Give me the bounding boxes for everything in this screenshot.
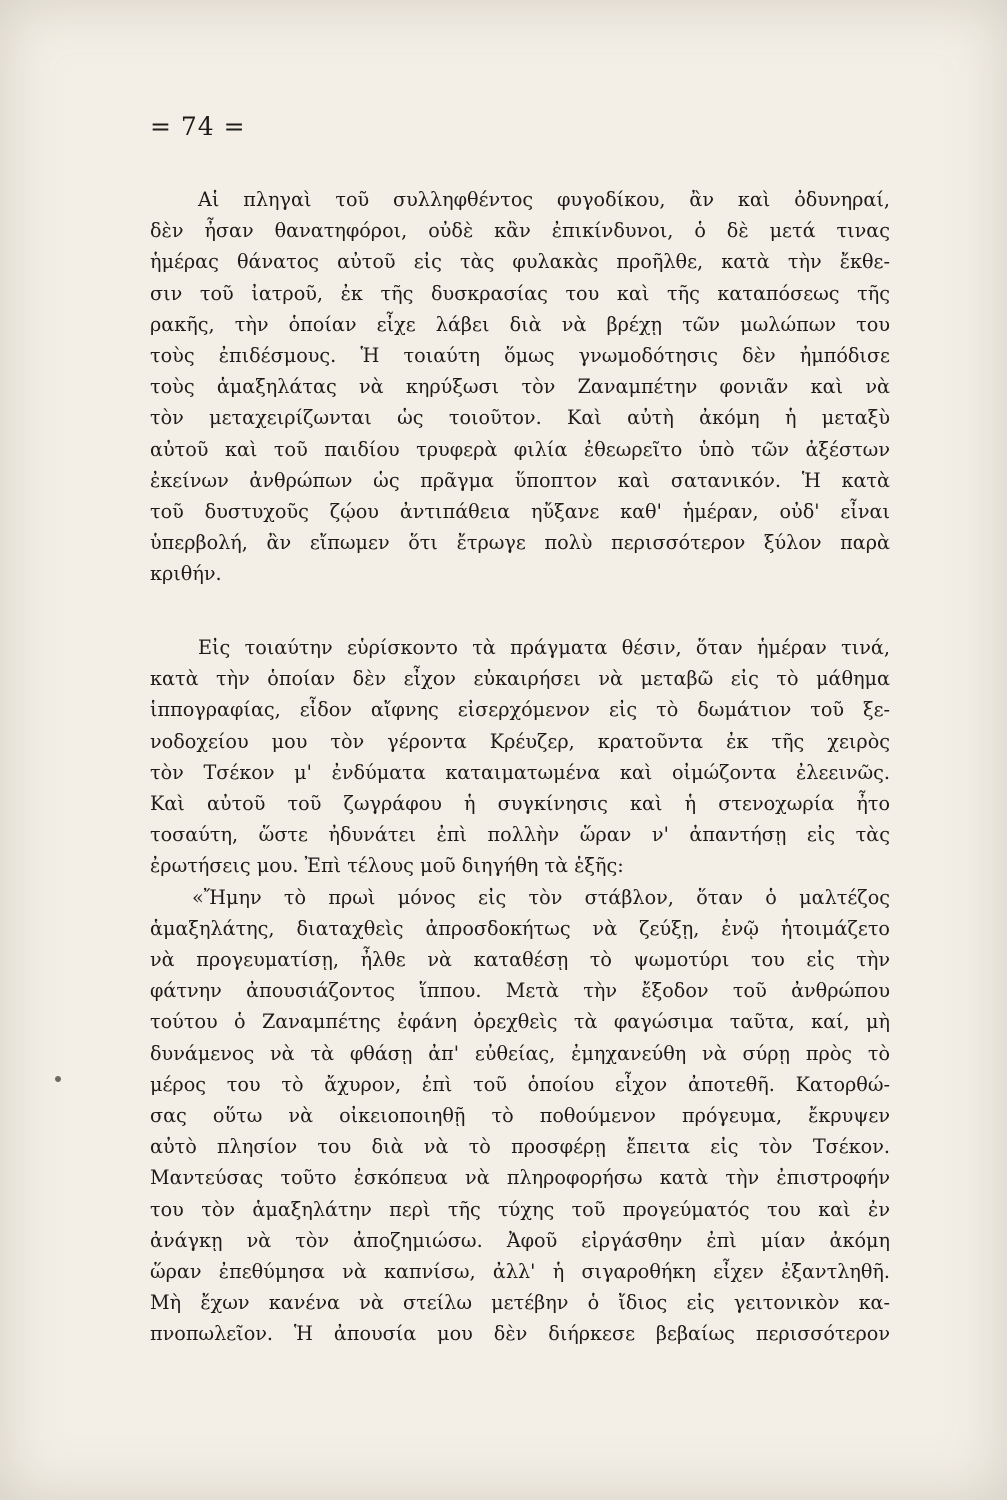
text-line: τοσαύτη, ὥστε ἠδυνάτει ἐπὶ πολλὴν ὥραν ν' ἀπαντήσῃ εἰς τὰς	[150, 823, 890, 847]
text-line: Εἰς τοιαύτην εὑρίσκοντο τὰ πράγματα θέσιν, ὅταν ἡμέραν τινά,	[198, 636, 890, 659]
text-line: σιν τοῦ ἰατροῦ, ἐκ τῆς δυσκρασίας του καὶ τῆς καταπόσεως τῆς	[150, 281, 890, 305]
text-line: τὸν Τσέκον μ' ἐνδύματα καταιματωμένα καὶ οἰμώζοντα ἐλεεινῶς.	[150, 760, 890, 784]
text-line: ὥραν ἐπεθύμησα νὰ καπνίσω, ἀλλ' ἡ σιγαροθήκη εἶχεν ἐξαντληθῆ.	[150, 1260, 890, 1284]
text-line: ἐρωτήσεις μου. Ἐπὶ τέλους μοῦ διηγήθη τὰ ἑξῆς:	[150, 854, 624, 878]
text-line: Μαντεύσας τοῦτο ἐσκόπευα νὰ πληροφορήσω κατὰ τὴν ἐπιστροφήν	[150, 1166, 890, 1190]
text-line: Αἱ πληγαὶ τοῦ συλληφθέντος φυγοδίκου, ἂν καὶ ὀδυνηραί,	[198, 188, 890, 211]
text-line: τοὺς ἁμαξηλάτας νὰ κηρύξωσι τὸν Ζαναμπέτην φονιᾶν καὶ νὰ	[150, 375, 890, 399]
text-line: φάτνην ἀπουσιάζοντος ἵππου. Μετὰ τὴν ἔξοδον τοῦ ἀνθρώπου	[150, 979, 890, 1003]
text-line: τὸν μεταχειρίζωνται ὡς τοιοῦτον. Καὶ αὐτὴ ἀκόμη ἡ μεταξὺ	[150, 406, 890, 430]
text-line: νοδοχείου μου τὸν γέροντα Κρέυζερ, κρατοῦντα ἐκ τῆς χειρὸς	[150, 729, 890, 753]
text-line: ἀνάγκῃ νὰ τὸν ἀποζημιώσω. Ἀφοῦ εἰργάσθην ἐπὶ μίαν ἀκόμη	[150, 1228, 890, 1252]
text-line: αὐτοῦ καὶ τοῦ παιδίου τρυφερὰ φιλία ἐθεωρεῖτο ὑπὸ τῶν ἀξέστων	[150, 437, 890, 461]
text-line: τοῦ δυστυχοῦς ζῴου ἀντιπάθεια ηὔξανε καθ' ἡμέραν, οὐδ' εἶναι	[150, 500, 890, 524]
text-line: μέρος του τὸ ἄχυρον, ἐπὶ τοῦ ὁποίου εἶχον ἀποτεθῆ. Κατορθώ-	[150, 1072, 890, 1096]
text-line: αὐτὸ πλησίον του διὰ νὰ τὸ προσφέρῃ ἔπειτα εἰς τὸν Τσέκον.	[150, 1135, 890, 1159]
text-line: νὰ προγευματίσῃ, ἦλθε νὰ καταθέσῃ τὸ ψωμοτύρι του εἰς τὴν	[150, 948, 890, 972]
paragraph-2	[150, 632, 890, 1350]
text-line: ἐκείνων ἀνθρώπων ὡς πρᾶγμα ὕποπτον καὶ σατανικόν. Ἡ κατὰ	[150, 468, 890, 492]
text-line: κατὰ τὴν ὁποίαν δὲν εἶχον εὐκαιρήσει νὰ μεταβῶ εἰς τὸ μάθημα	[150, 667, 890, 691]
page-number: = 74 =	[150, 112, 246, 141]
text-line: ρακῆς, τὴν ὁποίαν εἶχε λάβει διὰ νὰ βρέχῃ τῶν μωλώπων του	[150, 312, 890, 336]
text-line: του τὸν ἁμαξηλάτην περὶ τῆς τύχης τοῦ προγεύματός του καὶ ἐν	[150, 1197, 890, 1221]
text-line: δὲν ἦσαν θανατηφόροι, οὐδὲ κἂν ἐπικίνδυνοι, ὁ δὲ μετά τινας	[150, 219, 890, 243]
ink-speck	[55, 1076, 61, 1082]
text-line: δυνάμενος νὰ τὰ φθάσῃ ἀπ' εὐθείας, ἐμηχανεύθη νὰ σύρῃ πρὸς τὸ	[150, 1041, 890, 1065]
text-line: πνοπωλεῖον. Ἡ ἀπουσία μου δὲν διήρκεσε βεβαίως περισσότερον	[150, 1322, 890, 1346]
text-line: τοὺς ἐπιδέσμους. Ἡ τοιαύτη ὅμως γνωμοδότησις δὲν ἠμπόδισε	[150, 344, 890, 368]
text-line: ὑπερβολή, ἂν εἴπωμεν ὅτι ἔτρωγε πολὺ περισσότερον ξύλον παρὰ	[150, 531, 890, 555]
text-line: Καὶ αὐτοῦ τοῦ ζωγράφου ἡ συγκίνησις καὶ ἡ στενοχωρία ἦτο	[150, 792, 890, 816]
text-line: κριθήν.	[150, 562, 222, 586]
text-line: σας οὕτω νὰ οἰκειοποιηθῇ τὸ ποθούμενον πρόγευμα, ἔκρυψεν	[150, 1104, 890, 1128]
text-line: ἡμέρας θάνατος αὐτοῦ εἰς τὰς φυλακὰς προῆλθε, κατὰ τὴν ἔκθε-	[150, 250, 890, 274]
text-line: ἁμαξηλάτης, διαταχθεὶς ἀπροσδοκήτως νὰ ζεύξῃ, ἐνῷ ἡτοιμάζετο	[150, 916, 890, 940]
text-line: ἱππογραφίας, εἶδον αἴφνης εἰσερχόμενον εἰς τὸ δωμάτιον τοῦ ξε-	[150, 698, 890, 722]
text-line: Μὴ ἔχων κανένα νὰ στείλω μετέβην ὁ ἴδιος εἰς γειτονικὸν κα-	[150, 1291, 890, 1315]
text-line: τούτου ὁ Ζαναμπέτης ἐφάνη ὀρεχθεὶς τὰ φαγώσιμα ταῦτα, καί, μὴ	[150, 1010, 890, 1034]
text-line: «Ἤμην τὸ πρωὶ μόνος εἰς τὸν στάβλον, ὅταν ὁ μαλτέζος	[192, 885, 890, 909]
paragraph-1	[150, 184, 890, 590]
